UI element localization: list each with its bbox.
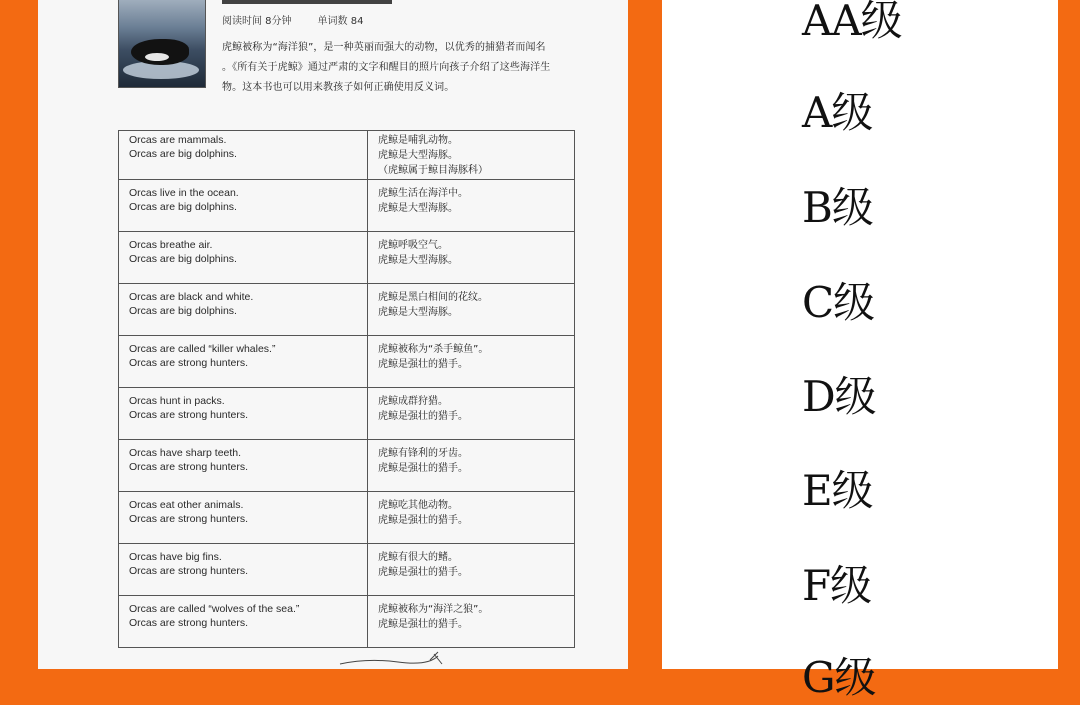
chinese-sentence: 虎鲸是强壮的猎手。 — [378, 619, 468, 630]
chinese-cell — [368, 336, 575, 388]
table-row — [119, 492, 575, 544]
chinese-sentence: 虎鲸吃其他动物。 — [378, 500, 458, 511]
chinese-sentence: 虎鲸被称为“海洋之狼”。 — [378, 604, 489, 615]
book-title-cropped — [222, 0, 392, 4]
book-meta — [222, 12, 363, 27]
reading-level-label: G级 — [802, 653, 876, 702]
chinese-cell — [368, 232, 575, 284]
english-sentence: Orcas are big dolphins. — [129, 148, 237, 160]
reading-level-label: D级 — [802, 372, 876, 421]
reading-level-label: B级 — [802, 183, 873, 232]
chinese-sentence: 虎鲸是强壮的猎手。 — [378, 411, 468, 422]
chinese-cell — [368, 596, 575, 648]
orca-belly — [145, 53, 169, 61]
book-cover-image — [118, 0, 206, 88]
english-sentence: Orcas hunt in packs. — [129, 395, 225, 407]
worksheet-page — [38, 0, 628, 669]
chinese-sentence: （虎鲸属于鲸目海豚科） — [378, 165, 488, 176]
chinese-sentence: 虎鲸是强壮的猎手。 — [378, 359, 468, 370]
chinese-sentence: 虎鲸是强壮的猎手。 — [378, 567, 468, 578]
chinese-sentence: 虎鲸是黑白相间的花纹。 — [378, 292, 488, 303]
chinese-sentence: 虎鲸被称为“杀手鲸鱼”。 — [378, 344, 489, 355]
english-sentence: Orcas breathe air. — [129, 239, 213, 251]
english-cell — [119, 544, 368, 596]
english-cell — [119, 232, 368, 284]
description-line: 虎鲸被称为“海洋狼”，是一种英丽而强大的动物，以优秀的捕猎者而闻名 — [222, 42, 546, 53]
english-sentence: Orcas are big dolphins. — [129, 305, 237, 317]
sentence-table — [118, 130, 575, 648]
english-cell — [119, 336, 368, 388]
chinese-sentence: 虎鲸是大型海豚。 — [378, 255, 458, 266]
reading-time: 阅读时间 8分钟 — [222, 16, 292, 27]
table-row — [119, 232, 575, 284]
word-count: 单词数 84 — [317, 16, 364, 27]
table-row — [119, 131, 575, 180]
table-row — [119, 180, 575, 232]
english-sentence: Orcas are big dolphins. — [129, 253, 237, 265]
chinese-sentence: 虎鲸是大型海豚。 — [378, 307, 458, 318]
table-row — [119, 440, 575, 492]
reading-level-label: A级 — [802, 88, 873, 137]
chinese-cell — [368, 544, 575, 596]
table-row — [119, 336, 575, 388]
english-sentence: Orcas are black and white. — [129, 291, 254, 303]
chinese-cell — [368, 440, 575, 492]
chinese-cell — [368, 492, 575, 544]
english-cell — [119, 180, 368, 232]
book-description — [222, 38, 582, 98]
level-list-panel — [662, 0, 1058, 702]
english-cell — [119, 284, 368, 336]
description-line: 。《所有关于虎鲸》通过严肃的文字和醒目的照片向孩子介绍了这些海洋生 — [222, 62, 551, 73]
english-sentence: Orcas have sharp teeth. — [129, 447, 242, 459]
table-row — [119, 388, 575, 440]
chinese-sentence: 虎鲸是哺乳动物。 — [378, 135, 458, 146]
english-sentence: Orcas are called “killer whales.” — [129, 343, 276, 355]
english-sentence: Orcas are called “wolves of the sea.” — [129, 603, 300, 615]
english-sentence: Orcas are strong hunters. — [129, 565, 249, 577]
pen-scribble — [338, 650, 478, 670]
chinese-sentence: 虎鲸是强壮的猎手。 — [378, 515, 468, 526]
chinese-sentence: 虎鲸成群狩猎。 — [378, 396, 448, 407]
english-sentence: Orcas are strong hunters. — [129, 461, 249, 473]
reading-level-label: C级 — [802, 278, 875, 327]
english-sentence: Orcas have big fins. — [129, 551, 222, 563]
chinese-sentence: 虎鲸呼吸空气。 — [378, 240, 448, 251]
chinese-sentence: 虎鲸有很大的鳍。 — [378, 552, 458, 563]
reading-level-label: F级 — [802, 561, 872, 610]
table-row — [119, 544, 575, 596]
chinese-cell — [368, 284, 575, 336]
chinese-cell — [368, 131, 575, 180]
english-sentence: Orcas eat other animals. — [129, 499, 244, 511]
english-cell — [119, 596, 368, 648]
chinese-cell — [368, 180, 575, 232]
english-sentence: Orcas are mammals. — [129, 134, 227, 146]
chinese-sentence: 虎鲸有锋利的牙齿。 — [378, 448, 468, 459]
english-sentence: Orcas are strong hunters. — [129, 617, 249, 629]
english-sentence: Orcas are strong hunters. — [129, 513, 249, 525]
english-sentence: Orcas are strong hunters. — [129, 357, 249, 369]
table-row — [119, 284, 575, 336]
reading-level-label: AA级 — [802, 0, 902, 45]
english-cell — [119, 440, 368, 492]
english-cell — [119, 492, 368, 544]
english-sentence: Orcas are big dolphins. — [129, 201, 237, 213]
chinese-cell — [368, 388, 575, 440]
reading-level-label: E级 — [802, 466, 873, 515]
chinese-sentence: 虎鲸生活在海洋中。 — [378, 188, 468, 199]
chinese-sentence: 虎鲸是大型海豚。 — [378, 150, 458, 161]
sentence-table-body — [119, 131, 575, 648]
table-row — [119, 596, 575, 648]
english-cell — [119, 388, 368, 440]
english-cell — [119, 131, 368, 180]
orca-shape — [131, 39, 189, 65]
description-line: 物。这本书也可以用来教孩子如何正确使用反义词。 — [222, 82, 455, 93]
chinese-sentence: 虎鲸是强壮的猎手。 — [378, 463, 468, 474]
english-sentence: Orcas live in the ocean. — [129, 187, 239, 199]
chinese-sentence: 虎鲸是大型海豚。 — [378, 203, 458, 214]
english-sentence: Orcas are strong hunters. — [129, 409, 249, 421]
